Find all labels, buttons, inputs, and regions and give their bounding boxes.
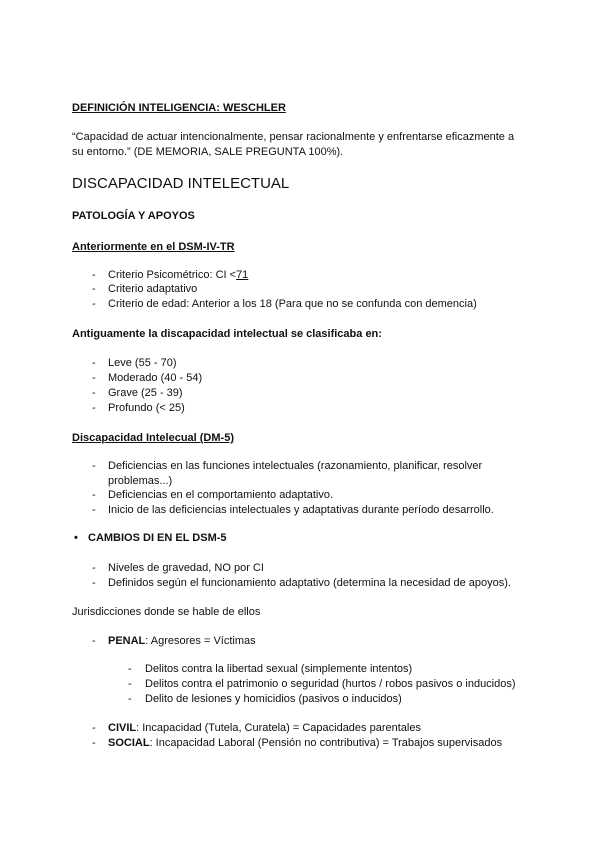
list-dash: - (92, 372, 96, 384)
list-item: Deficiencias en el comportamiento adaptativo. (108, 489, 334, 501)
classification-heading: Antiguamente la discapacidad intelectual se clasificaba en: (72, 328, 382, 340)
list-dash: - (92, 387, 96, 399)
ci-threshold-value: 71 (236, 269, 249, 281)
definition-quote: “Capacidad de actuar intencionalmente, pensar racionalmente y enfrentarse eficazmente a su entorno.” (DE MEMORIA, SALE PREGUNTA 100%). (72, 131, 515, 158)
jurisdiction-text: : Incapacidad (Tutela, Curatela) = Capacidades parentales (136, 722, 421, 734)
list-item: Inicio de las deficiencias intelectuales y adaptativas durante período desarrollo. (108, 504, 494, 516)
jurisdiction-social (108, 736, 502, 751)
list-item: Deficiencias en las funciones intelectuales (razonamiento, planificar, resolver problemas...) (108, 460, 483, 487)
jurisdiction-label: SOCIAL (108, 737, 150, 749)
list-dash: - (92, 737, 96, 749)
jurisdiction-text: : Agresores = Víctimas (145, 635, 256, 647)
list-item-text: Criterio Psicométrico: CI < (108, 269, 237, 281)
list-item: Profundo (< 25) (108, 402, 185, 414)
list-item: Niveles de gravedad, NO por CI (108, 562, 264, 574)
list-dash: - (92, 298, 96, 310)
list-dash: - (92, 722, 96, 734)
dsm5-heading: Discapacidad Intelecual (DM-5) (72, 432, 234, 444)
list-dash: - (92, 357, 96, 369)
list-dash: - (92, 489, 96, 501)
list-dash: - (92, 504, 96, 516)
section-subtitle: PATOLOGÍA Y APOYOS (72, 210, 195, 222)
jurisdiction-label: CIVIL (108, 722, 137, 734)
list-item: Leve (55 - 70) (108, 357, 177, 369)
list-dash: - (92, 460, 96, 472)
list-item: Delito de lesiones y homicidios (pasivos o inducidos) (145, 693, 402, 705)
list-item: Delitos contra la libertad sexual (simplemente intentos) (145, 663, 413, 675)
list-item: Moderado (40 - 54) (108, 372, 203, 384)
list-item (108, 268, 248, 283)
dsm4-heading: Anteriormente en el DSM-IV-TR (72, 241, 235, 253)
jurisdiction-text: : Incapacidad Laboral (Pensión no contributiva) = Trabajos supervisados (149, 737, 503, 749)
jurisdiction-civil (108, 721, 421, 736)
list-dash: - (128, 663, 132, 675)
list-dash: - (92, 577, 96, 589)
list-item: Definidos según el funcionamiento adaptativo (determina la necesidad de apoyos). (108, 577, 511, 589)
list-item: Criterio de edad: Anterior a los 18 (Para que no se confunda con demencia) (108, 298, 477, 310)
definition-heading: DEFINICIÓN INTELIGENCIA: WESCHLER (72, 102, 286, 114)
list-item: Grave (25 - 39) (108, 387, 183, 399)
jurisdiction-penal (108, 634, 256, 649)
jurisdiction-label: PENAL (108, 635, 146, 647)
list-dash: - (92, 402, 96, 414)
list-dash: - (92, 562, 96, 574)
jurisdictions-intro: Jurisdicciones donde se hable de ellos (72, 606, 261, 618)
changes-heading: CAMBIOS DI EN EL DSM-5 (88, 532, 227, 544)
list-dash: - (128, 693, 132, 705)
list-item: Criterio adaptativo (108, 283, 198, 295)
list-dash: - (92, 269, 96, 281)
bullet-icon: • (74, 532, 78, 544)
list-dash: - (92, 635, 96, 647)
list-item: Delitos contra el patrimonio o seguridad (hurtos / robos pasivos o inducidos) (145, 678, 516, 690)
page-title: DISCAPACIDAD INTELECTUAL (72, 175, 290, 192)
list-dash: - (92, 283, 96, 295)
list-dash: - (128, 678, 132, 690)
